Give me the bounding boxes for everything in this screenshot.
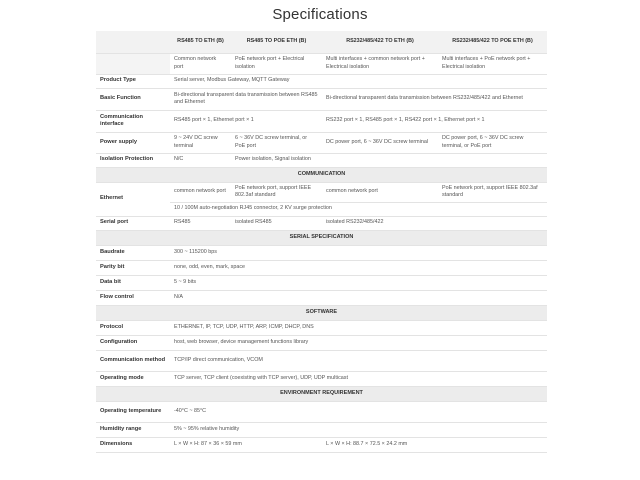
spec-label: Basic Function (96, 88, 170, 110)
spec-value: Serial server, Modbus Gateway, MQTT Gateway (170, 74, 547, 88)
spec-row-basic-function (96, 88, 547, 110)
spec-label: Communication method (96, 350, 170, 371)
spec-row-power-supply (96, 132, 547, 153)
spec-value: TCP server, TCP client (coexisting with TCP server), UDP, UDP multicast (170, 371, 547, 386)
section-title: SERIAL SPECIFICATION (96, 230, 547, 245)
model-feature: Multi interfaces + PoE network port + Electrical isolation (438, 53, 547, 74)
spec-value: Power isolation, Signal isolation (231, 153, 547, 167)
spec-value: 5% ~ 95% relative humidity (170, 422, 547, 437)
spec-value: -40°C ~ 85°C (170, 401, 547, 422)
spec-label: Dimensions (96, 437, 170, 452)
spec-label: Communication interface (96, 110, 170, 132)
spec-label: Isolation Protection (96, 153, 170, 167)
model-header-row (96, 31, 547, 53)
specifications-table (96, 31, 547, 453)
model-feature: Multi interfaces + common network port + Electrical isolation (322, 53, 438, 74)
spec-row-communication-interface (96, 110, 547, 132)
model-name: RS485 TO ETH (B) (170, 31, 231, 53)
section-header-communication (96, 167, 547, 182)
model-name: RS232/485/422 TO ETH (B) (322, 31, 438, 53)
model-name: RS485 TO POE ETH (B) (231, 31, 322, 53)
spec-label: Humidity range (96, 422, 170, 437)
page-title: Specifications (272, 6, 368, 23)
section-title: ENVIRONMENT REQUIREMENT (96, 386, 547, 401)
spec-value: L × W × H: 88.7 × 72.5 × 24.2 mm (322, 437, 547, 452)
spec-row-baudrate (96, 245, 547, 260)
spec-value: isolated RS232/485/422 (322, 216, 547, 230)
spec-label: Serial port (96, 216, 170, 230)
spec-label: Operating mode (96, 371, 170, 386)
spec-value: Bi-directional transparent data transmission between RS232/485/422 and Ethernet (322, 88, 547, 110)
model-feature: Common network port (170, 53, 231, 74)
spec-value: none, odd, even, mark, space (170, 260, 547, 275)
spec-value: 5 ~ 9 bits (170, 275, 547, 290)
features-empty-cell (96, 53, 170, 74)
spec-row-isolation (96, 153, 547, 167)
spec-value: PoE network port, support IEEE 802.3af standard (438, 182, 547, 202)
spec-row-protocol (96, 320, 547, 335)
section-header-serial (96, 230, 547, 245)
spec-value: RS485 port × 1, Ethernet port × 1 (170, 110, 322, 132)
spec-label: Data bit (96, 275, 170, 290)
spec-label: Baudrate (96, 245, 170, 260)
spec-value: N/A (170, 290, 547, 305)
spec-value: RS232 port × 1, RS485 port × 1, RS422 port × 1, Ethernet port × 1 (322, 110, 547, 132)
spec-row-operating-temperature (96, 401, 547, 422)
spec-value: common network port (322, 182, 438, 202)
header-empty-cell (96, 31, 170, 53)
spec-row-product-type (96, 74, 547, 88)
spec-label: Protocol (96, 320, 170, 335)
spec-row-parity (96, 260, 547, 275)
spec-value: PoE network port, support IEEE 802.3af standard (231, 182, 322, 202)
spec-value: TCP/IP direct communication, VCOM (170, 350, 547, 371)
spec-row-flow-control (96, 290, 547, 305)
spec-label: Flow control (96, 290, 170, 305)
spec-value: 10 / 100M auto-negotiation RJ45 connector, 2 KV surge protection (170, 202, 547, 216)
spec-label: Power supply (96, 132, 170, 153)
spec-value: 9 ~ 24V DC screw terminal (170, 132, 231, 153)
spec-value: isolated RS485 (231, 216, 322, 230)
model-feature: PoE network port + Electrical isolation (231, 53, 322, 74)
spec-row-operating-mode (96, 371, 547, 386)
spec-row-dimensions (96, 437, 547, 452)
spec-value: common network port (170, 182, 231, 202)
spec-label: Configuration (96, 335, 170, 350)
spec-row-serial-port (96, 216, 547, 230)
model-features-row (96, 53, 547, 74)
spec-value: N/C (170, 153, 231, 167)
spec-value: RS485 (170, 216, 231, 230)
spec-row-data-bit (96, 275, 547, 290)
section-title: COMMUNICATION (96, 167, 547, 182)
spec-label: Parity bit (96, 260, 170, 275)
spec-row-ethernet (96, 182, 547, 202)
spec-row-configuration (96, 335, 547, 350)
spec-label: Ethernet (96, 182, 170, 216)
section-header-environment (96, 386, 547, 401)
spec-value: L × W × H: 87 × 36 × 59 mm (170, 437, 322, 452)
model-name: RS232/485/422 TO POE ETH (B) (438, 31, 547, 53)
section-title: SOFTWARE (96, 305, 547, 320)
section-header-software (96, 305, 547, 320)
spec-value: ETHERNET, IP, TCP, UDP, HTTP, ARP, ICMP, DHCP, DNS (170, 320, 547, 335)
spec-row-communication-method (96, 350, 547, 371)
spec-value: host, web browser, device management functions library (170, 335, 547, 350)
spec-value: DC power port, 6 ~ 36V DC screw terminal (322, 132, 438, 153)
spec-label: Product Type (96, 74, 170, 88)
spec-value: DC power port, 6 ~ 36V DC screw terminal, or PoE port (438, 132, 547, 153)
spec-row-humidity (96, 422, 547, 437)
spec-value: 6 ~ 36V DC screw terminal, or PoE port (231, 132, 322, 153)
spec-label: Operating temperature (96, 401, 170, 422)
spec-value: 300 ~ 115200 bps (170, 245, 547, 260)
spec-value: Bi-directional transparent data transmission between RS485 and Ethernet (170, 88, 322, 110)
